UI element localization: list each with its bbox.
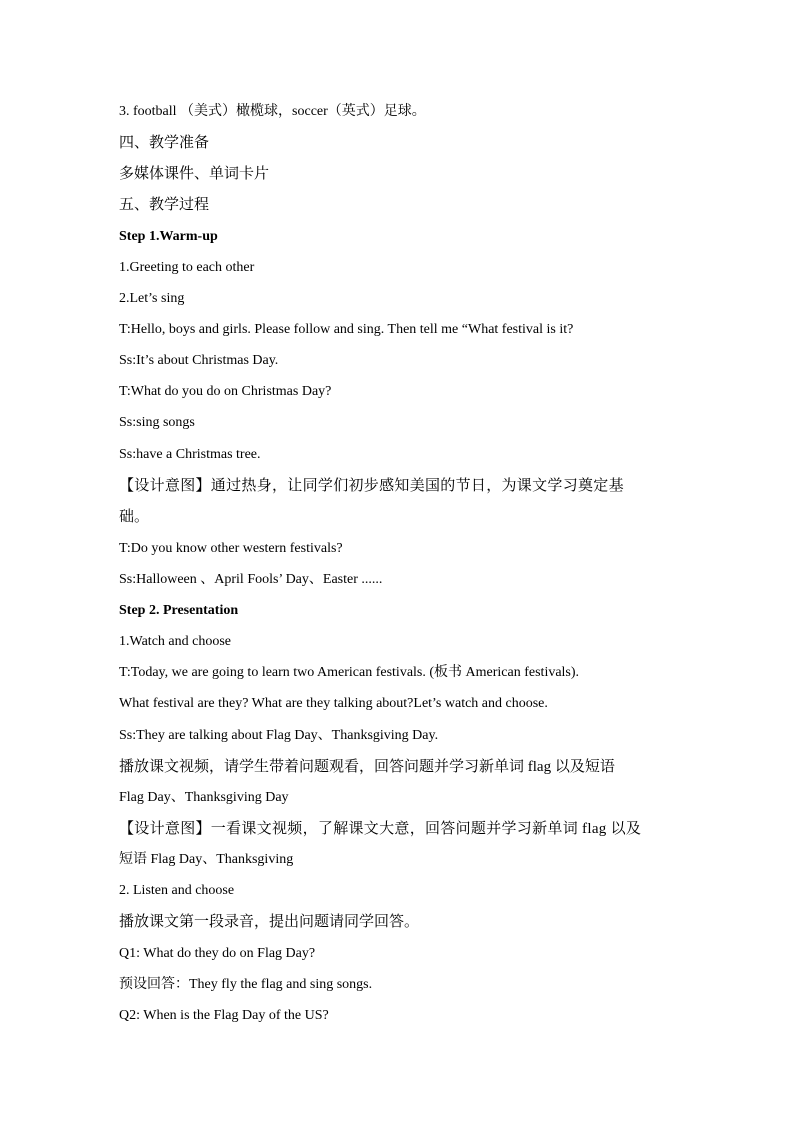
section-heading-preparation: 四、教学准备: [119, 135, 210, 151]
dialogue-line: T:Do you know other western festivals?: [119, 541, 343, 556]
question-line: Q2: When is the Flag Day of the US?: [119, 1008, 329, 1023]
text-line-greeting: 1.Greeting to each other: [119, 260, 255, 275]
design-intent-1-continued: 础。: [119, 509, 150, 525]
step-2-heading: Step 2. Presentation: [119, 603, 239, 618]
section-heading-process: 五、教学过程: [119, 197, 210, 213]
dialogue-line: T:What do you do on Christmas Day?: [119, 384, 332, 399]
dialogue-line: Ss:have a Christmas tree.: [119, 447, 261, 462]
dialogue-line: Ss:Halloween 、April Fools’ Day、Easter ......: [119, 572, 383, 587]
question-line: Q1: What do they do on Flag Day?: [119, 946, 316, 961]
dialogue-line: T:Today, we are going to learn two American festivals. (板书 American festivals).: [119, 665, 580, 680]
instruction-line-continued: Flag Day、Thanksgiving Day: [119, 790, 289, 805]
design-intent-1: 【设计意图】通过热身，让同学们初步感知美国的节日，为课文学习奠定基: [119, 478, 624, 494]
instruction-line: 播放课文第一段录音，提出问题请同学回答。: [119, 914, 420, 930]
dialogue-line: T:Hello, boys and girls. Please follow and sing. Then tell me “What festival is it?: [119, 322, 574, 337]
dialogue-line: Ss:It’s about Christmas Day.: [119, 353, 279, 368]
text-line-materials: 多媒体课件、单词卡片: [119, 166, 270, 182]
design-intent-2-continued: 短语 Flag Day、Thanksgiving: [119, 852, 294, 867]
instruction-line: 播放课文视频，请学生带着问题观看，回答问题并学习新单词 flag 以及短语: [119, 759, 615, 775]
text-line-sing: 2.Let’s sing: [119, 291, 185, 306]
dialogue-line: Ss:They are talking about Flag Day、Thanksgiving Day.: [119, 728, 439, 743]
answer-line: 预设回答：They fly the flag and sing songs.: [119, 977, 373, 992]
dialogue-line: What festival are they? What are they talking about?Let’s watch and choose.: [119, 696, 548, 711]
text-line-watch: 1.Watch and choose: [119, 634, 231, 649]
text-line-listen: 2. Listen and choose: [119, 883, 235, 898]
dialogue-line: Ss:sing songs: [119, 415, 195, 430]
design-intent-2: 【设计意图】一看课文视频，了解课文大意，回答问题并学习新单词 flag 以及: [119, 821, 642, 837]
text-line-1: 3. football （美式）橄榄球，soccer（英式）足球。: [119, 104, 426, 119]
step-1-heading: Step 1.Warm-up: [119, 229, 218, 244]
